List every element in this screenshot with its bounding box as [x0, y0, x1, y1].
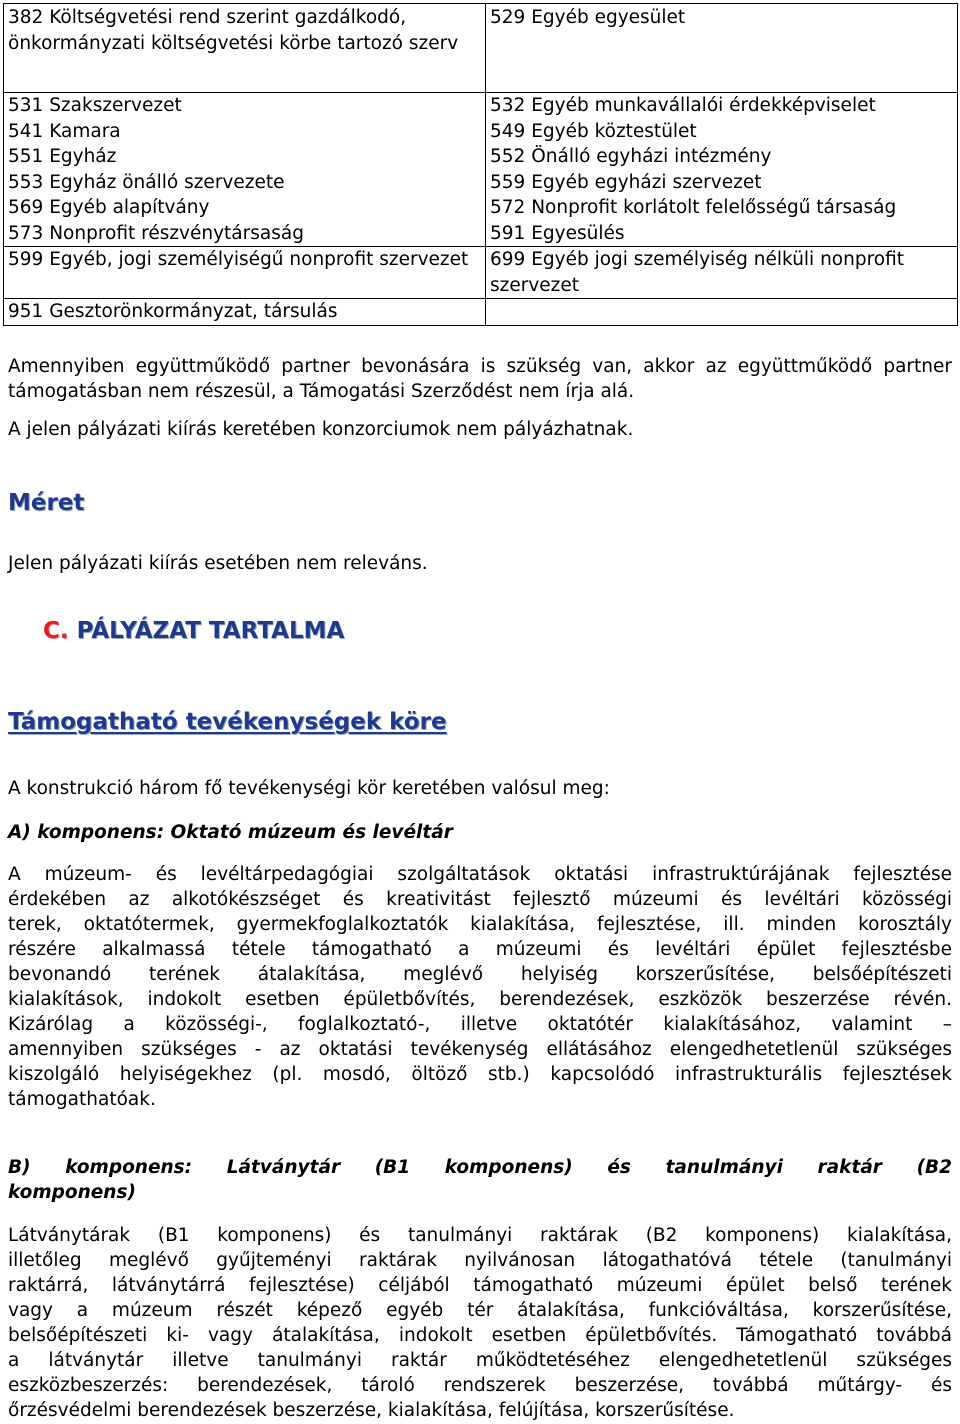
- text-line: Kizárólag a közösségi-, foglalkoztató-, illetve oktatótér kialakításához, valamint –: [8, 1014, 952, 1035]
- table-row: [4, 119, 958, 145]
- table-row: [4, 299, 958, 326]
- section-c-letter: C.: [43, 618, 69, 644]
- table-row: [4, 144, 958, 170]
- text-line: eszközbeszerzés: berendezések, tároló rendszerek beszerzése, továbbá műtárgy- és: [8, 1375, 952, 1396]
- text-line: terek, oktatótermek, gyermekfoglalkoztatók kialakítása, fejlesztése, ill. minden korosztály: [8, 914, 952, 935]
- text-line: Látványtárak (B1 komponens) és tanulmányi raktárak (B2 komponens) kialakítása,: [8, 1225, 952, 1246]
- text-line: amennyiben szükséges - az oktatási tevékenység ellátásához elengedhetetlenül szükséges: [8, 1039, 952, 1060]
- activities-intro: A konstrukció három fő tevékenységi kör keretében valósul meg:: [8, 778, 610, 799]
- table-cell: 599 Egyéb, jogi személyiségű nonprofit szervezet: [4, 247, 486, 299]
- table-cell: 532 Egyéb munkavállalói érdekképviselet: [486, 93, 958, 119]
- table-cell: 572 Nonprofit korlátolt felelősségű társaság: [486, 195, 958, 221]
- text-line: a látványtár illetve tanulmányi raktár működtetéséhez elengedhetetlenül szükséges: [8, 1350, 952, 1371]
- table-cell: 529 Egyéb egyesület: [486, 4, 958, 93]
- text-line: részére alkalmassá tétele támogatható a múzeumi és levéltári épület fejlesztésbe: [8, 939, 952, 960]
- text-line: kiszolgáló helyiségekhez (pl. mosdó, öltöző stb.) kapcsolódó infrastrukturális fejlesztések: [8, 1064, 952, 1085]
- table-cell: 559 Egyéb egyházi szervezet: [486, 170, 958, 196]
- text-line: A múzeum- és levéltárpedagógiai szolgáltatások oktatási infrastruktúrájának fejlesztése: [8, 864, 952, 885]
- meret-text: Jelen pályázati kiírás esetében nem releváns.: [8, 553, 428, 574]
- section-c-heading: [43, 618, 344, 644]
- text-line: belsőépítészeti ki- vagy átalakítása, indokolt esetben épületbővítés. Támogatható továbbá: [8, 1325, 952, 1346]
- table-cell: 699 Egyéb jogi személyiség nélküli nonprofit szervezet: [486, 247, 958, 299]
- table-cell: 573 Nonprofit részvénytársaság: [4, 221, 486, 247]
- table-row: [4, 93, 958, 119]
- section-c-title: PÁLYÁZAT TARTALMA: [76, 618, 345, 644]
- component-a-title: A) komponens: Oktató múzeum és levéltár: [8, 822, 453, 843]
- table-cell: 541 Kamara: [4, 119, 486, 145]
- text-line: érdekében az alkotókészséget és kreativitást fejlesztő múzeumi és levéltári közösségi: [8, 889, 952, 910]
- activities-heading: Támogatható tevékenységek köre: [8, 709, 447, 735]
- table-cell: 551 Egyház: [4, 144, 486, 170]
- text-line: őrzésvédelmi berendezések beszerzése, kialakítása, felújítása, korszerűsítése.: [8, 1400, 735, 1421]
- table-cell: 591 Egyesülés: [486, 221, 958, 247]
- table-row: [4, 170, 958, 196]
- text-line: támogathatóak.: [8, 1089, 156, 1110]
- table-cell: 552 Önálló egyházi intézmény: [486, 144, 958, 170]
- table-row: [4, 195, 958, 221]
- partner-note: Amennyiben együttműködő partner bevonására is szükség van, akkor az együttműködő partner támogatásban nem részesül, a Támogatási Szerződést nem írja alá.: [8, 356, 952, 403]
- component-b-title-line1: B) komponens: Látványtár (B1 komponens) és tanulmányi raktár (B2: [8, 1157, 952, 1178]
- table-cell: 569 Egyéb alapítvány: [4, 195, 486, 221]
- table-row: [4, 221, 958, 247]
- table-row: [4, 247, 958, 299]
- text-line: illetőleg meglévő gyűjteményi raktárak nyilvánosan látogathatóvá tétele (tanulmányi: [8, 1250, 952, 1271]
- organization-codes-table: [3, 3, 958, 326]
- table-cell: 553 Egyház önálló szervezete: [4, 170, 486, 196]
- table-cell: 531 Szakszervezet: [4, 93, 486, 119]
- table-cell: [486, 299, 958, 326]
- table-row: [4, 4, 958, 93]
- text-line: bevonandó terének átalakítása, meglévő helyiség korszerűsítése, belsőépítészeti: [8, 964, 952, 985]
- text-line: raktárrá, látványtárrá fejlesztése) céljából támogatható múzeumi épület belső terének: [8, 1275, 952, 1296]
- meret-heading: Méret: [8, 490, 85, 516]
- component-b-title-line2: komponens): [8, 1182, 136, 1203]
- table-cell: 382 Költségvetési rend szerint gazdálkodó, önkormányzati költségvetési körbe tartozó szerv: [4, 4, 486, 93]
- text-line: kialakítások, indokolt esetben épületbővítés, berendezések, eszközök beszerzése révén.: [8, 989, 952, 1010]
- table-cell: 549 Egyéb köztestület: [486, 119, 958, 145]
- text-line: vagy a múzeum részét képező egyéb tér átalakítása, funkcióváltása, korszerűsítése,: [8, 1300, 952, 1321]
- consortium-note: A jelen pályázati kiírás keretében konzorciumok nem pályázhatnak.: [8, 419, 634, 440]
- table-cell: 951 Gesztorönkormányzat, társulás: [4, 299, 486, 326]
